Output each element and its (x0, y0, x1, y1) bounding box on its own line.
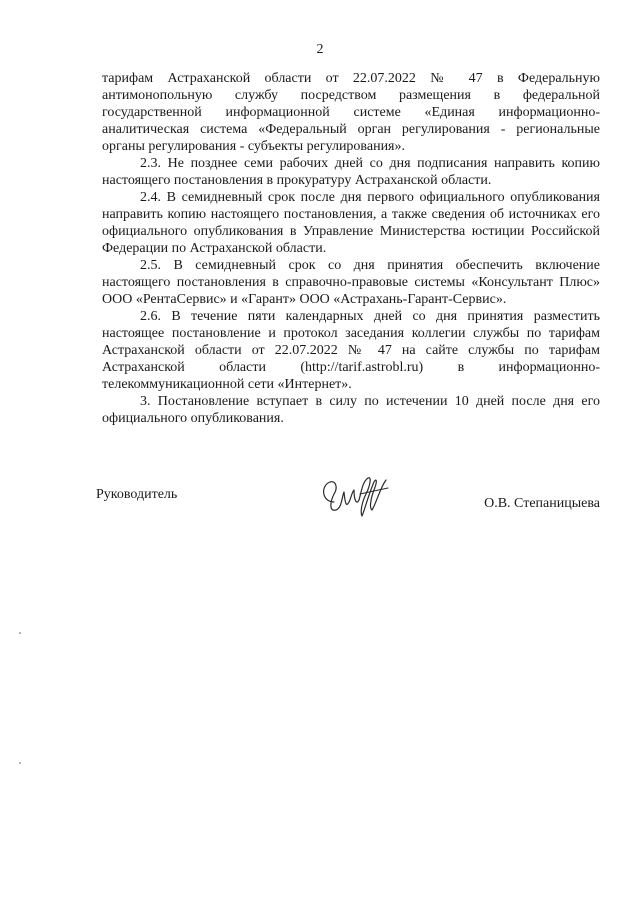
document-body (102, 70, 600, 427)
handwritten-signature (316, 472, 396, 522)
signature-block (96, 478, 600, 528)
page-number: 2 (316, 42, 324, 57)
scan-artifact (19, 632, 21, 634)
paragraph-continuation: тарифам Астраханской области от 22.07.2022 № 47 в Федеральную антимонопольную службу посредством размещения в федеральной государственной информационной системе «Единая информационно-аналитическая система «Федеральный орган регулирования - региональные органы регулирования - субъекты регулирования». (102, 71, 600, 154)
scan-artifact (19, 762, 21, 764)
paragraph-2-4: 2.4. В семидневный срок после дня первого официального опубликования направить копию настоящего постановления, а также сведения об источниках его официального опубликования в Управление Министерства юстиции Российской Федерации по Астраханской области. (102, 190, 600, 256)
paragraph-2-5: 2.5. В семидневный срок со дня принятия обеспечить включение настоящего постановления в справочно-правовые системы «Консультант Плюс» ООО «РентаСервис» и «Гарант» ООО «Астрахань-Гарант-Сервис». (102, 258, 600, 307)
signer-position: Руководитель (96, 487, 178, 502)
paragraph-2-6: 2.6. В течение пяти календарных дней со дня принятия разместить настоящее постановление и протокол заседания коллегии службы по тарифам Астраханской области от 22.07.2022 № 47 на сайте службы по тарифам Астраханской области (http://tarif.astrobl.ru) в информационно-телекоммуникационной сети «Интернет». (102, 309, 600, 392)
paragraph-3: 3. Постановление вступает в силу по истечении 10 дней после дня его официального опубликования. (102, 394, 600, 426)
signer-name: О.В. Степаницыева (484, 496, 600, 511)
paragraph-2-3: 2.3. Не позднее семи рабочих дней со дня подписания направить копию настоящего постановления в прокуратуру Астраханской области. (102, 156, 600, 188)
